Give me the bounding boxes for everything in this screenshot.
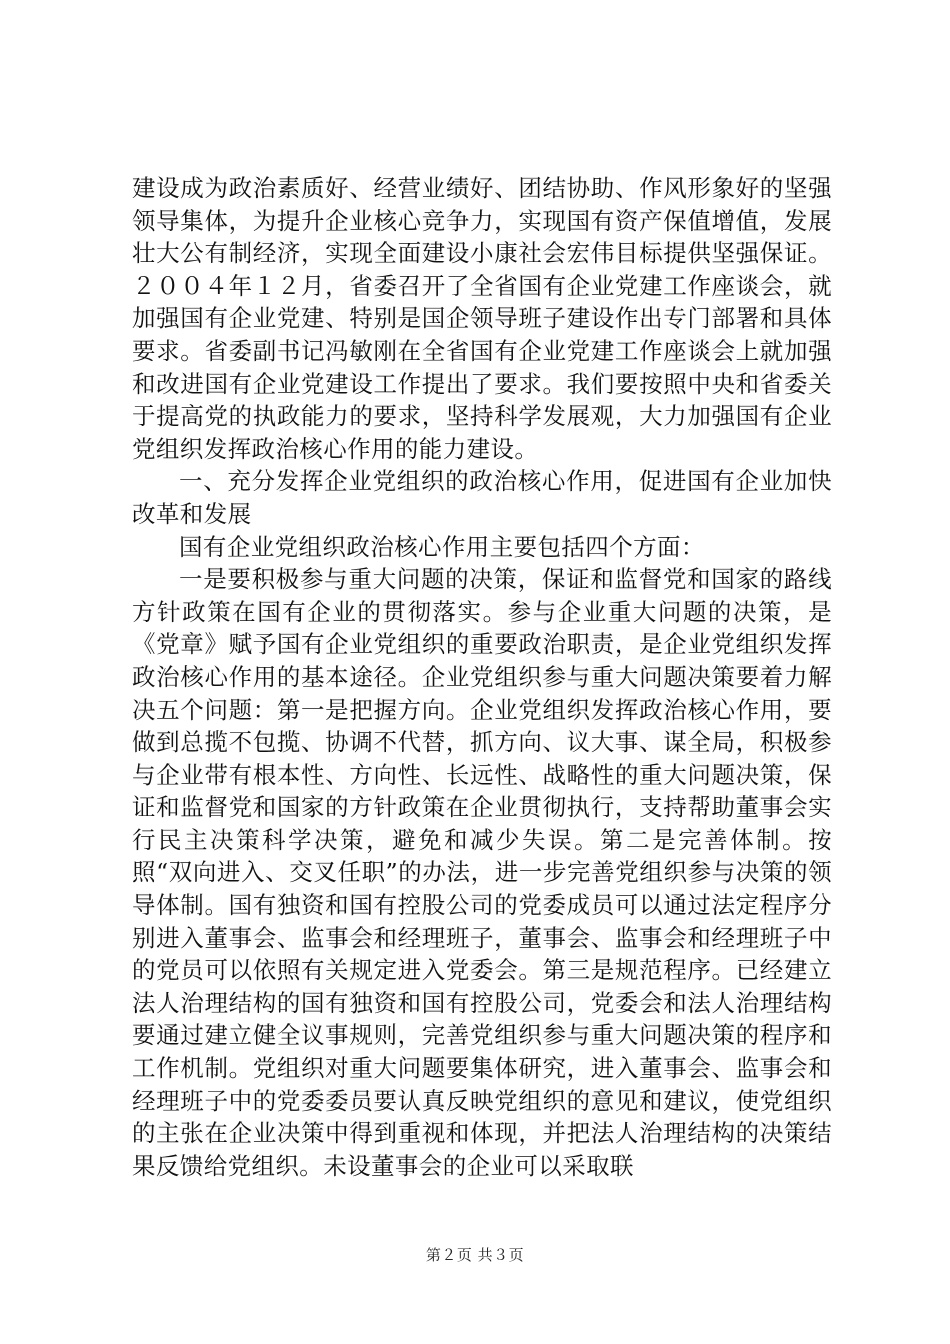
paragraph-intro: 国有企业党组织政治核心作用主要包括四个方面： [179, 532, 705, 561]
section-heading: 一、充分发挥企业党组织的政治核心作用，促进国有企业加快改革和发展 [132, 467, 832, 528]
page-number-footer: 第２页 共３页 [425, 1246, 525, 1264]
paragraph-point-one: 一是要积极参与重大问题的决策，保证和监督党和国家的路线方针政策在国有企业的贯彻落实。参与企业重大问题的决策，是《党章》赋予国有企业党组织的重要政治职责，是企业党组织发挥政治核心作用的基本途径。企业党组织参与重大问题决策要着力解决五个问题：第一是把握方向。企业党组织发挥政治核心作用，要做到总揽不包揽、协调不代替，抓方向、议大事、谋全局，积极参与企业带有根本性、方向性、长远性、战略性的重大问题决策，保证和监督党和国家的方针政策在企业贯彻执行，支持帮助董事会实行民主决策科学决策，避免和减少失误。第二是完善体制。按照“双向进入、交叉任职”的办法，进一步完善党组织参与决策的领导体制。国有独资和国有控股公司的党委成员可以通过法定程序分别进入董事会、监事会和经理班子，董事会、监事会和经理班子中的党员可以依照有关规定进入党委会。第三是规范程序。已经建立法人治理结构的国有独资和国有控股公司，党委会和法人治理结构要通过建立健全议事规则，完善党组织参与重大问题决策的程序和工作机制。党组织对重大问题要集体研究，进入董事会、监事会和经理班子中的党委委员要认真反映党组织的意见和建议，使党组织的主张在企业决策中得到重视和体现，并把法人治理结构的决策结果反馈给党组织。未设董事会的企业可以采取联 [132, 565, 832, 1180]
paragraph-continuation: 建设成为政治素质好、经营业绩好、团结协助、作风形象好的坚强领导集体，为提升企业核心竞争力，实现国有资产保值增值，发展壮大公有制经济，实现全面建设小康社会宏伟目标提供坚强保证。２００４年１２月，省委召开了全省国有企业党建工作座谈会，就加强国有企业党建、特别是国企领导班子建设作出专门部署和具体要求。省委副书记冯敏刚在全省国有企业党建工作座谈会上就加强和改进国有企业党建设工作提出了要求。我们要按照中央和省委关于提高党的执政能力的要求，坚持科学发展观，大力加强国有企业党组织发挥政治核心作用的能力建设。 [132, 174, 832, 463]
document-body [132, 172, 832, 1182]
